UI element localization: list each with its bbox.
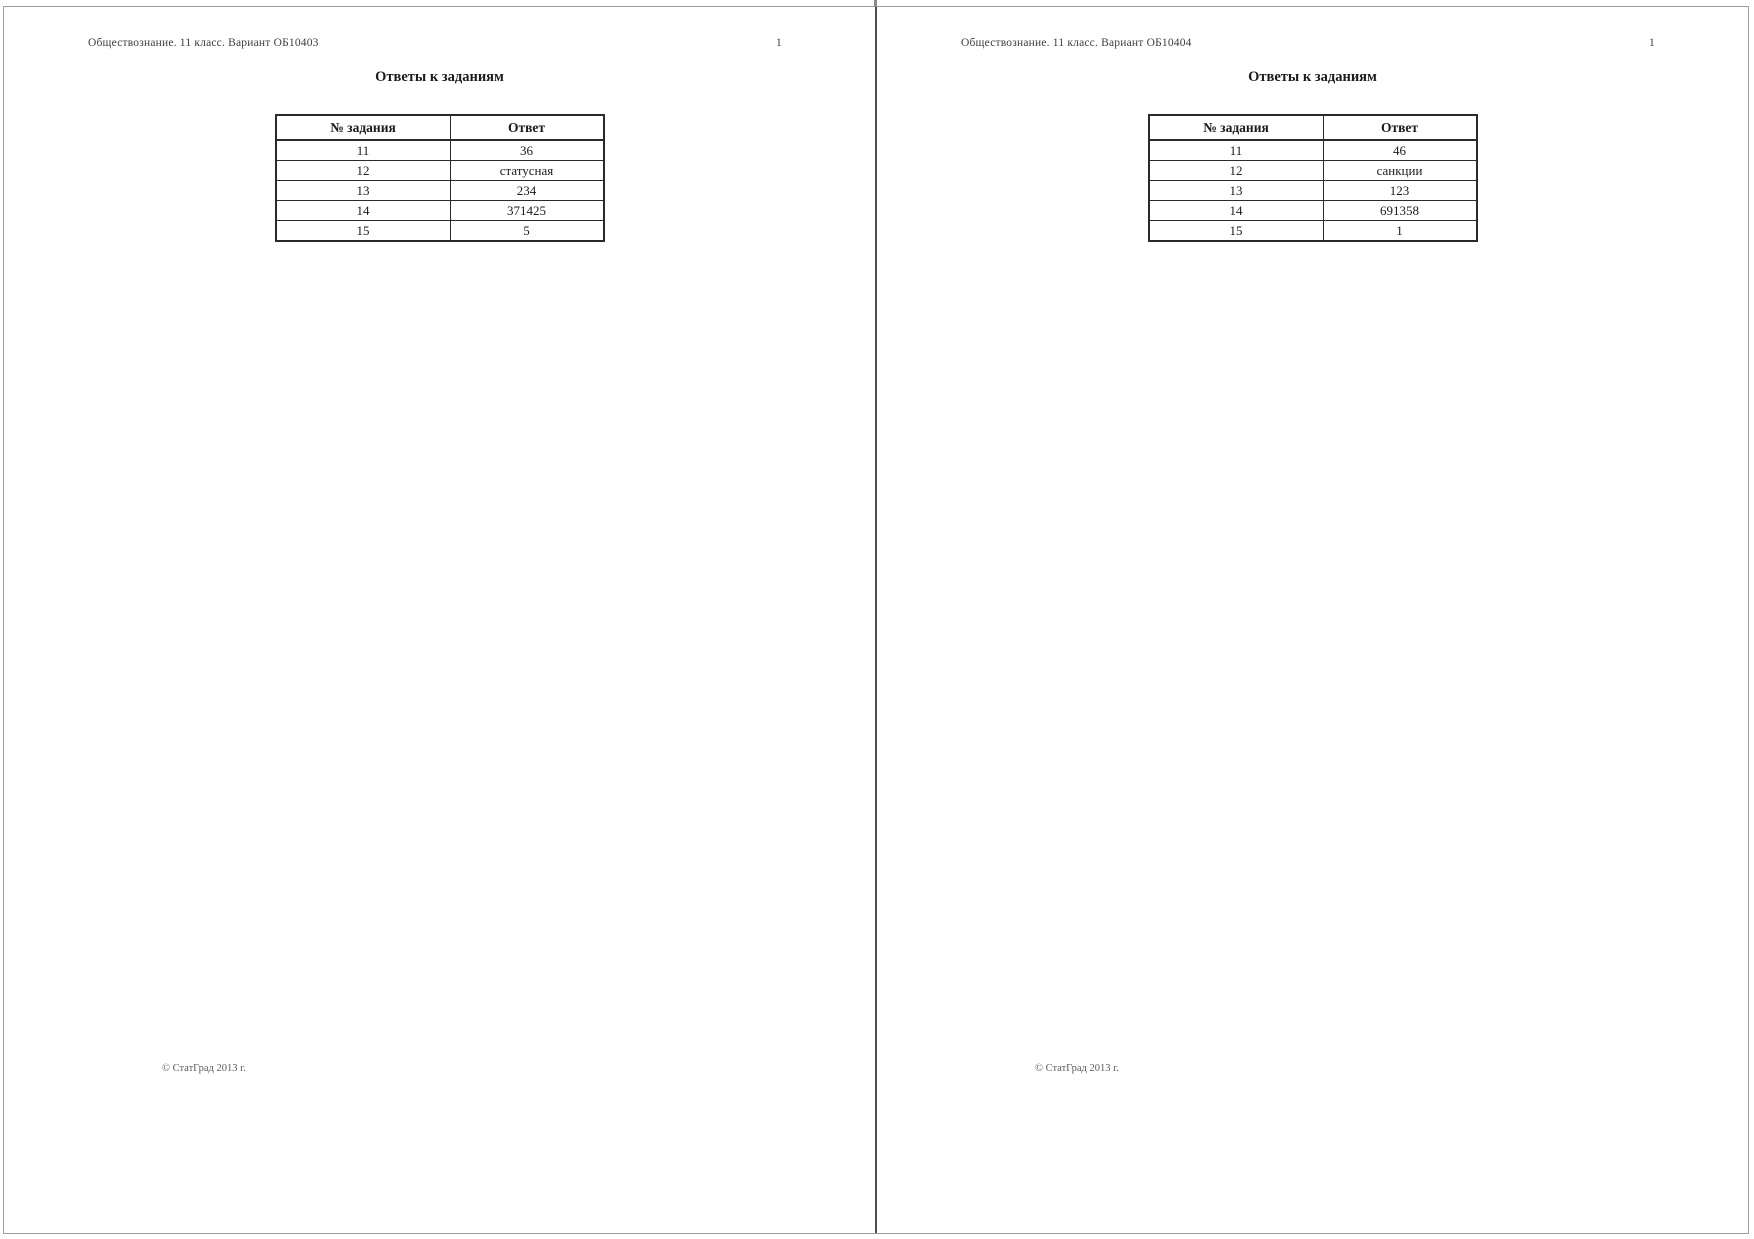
column-header-task-number: № задания	[1149, 115, 1324, 140]
task-number-cell: 11	[1149, 140, 1324, 161]
document-reference: Обществознание. 11 класс. Вариант ОБ10403	[88, 37, 319, 49]
table-row	[276, 201, 604, 221]
answer-cell: 691358	[1323, 201, 1477, 221]
table-row	[1149, 140, 1477, 161]
task-number-cell: 13	[1149, 181, 1324, 201]
table-row	[276, 140, 604, 161]
page-ob10404	[877, 7, 1748, 1233]
answers-title: Ответы к заданиям	[1248, 69, 1377, 85]
column-header-answer: Ответ	[450, 115, 604, 140]
page-number: 1	[1649, 37, 1655, 49]
answer-cell: санкции	[1323, 161, 1477, 181]
page-header	[4, 36, 875, 50]
answers-title: Ответы к заданиям	[375, 69, 504, 85]
table-header-row	[1149, 115, 1477, 140]
two-page-spread	[3, 6, 1749, 1234]
answer-cell: 1	[1323, 221, 1477, 242]
task-number-cell: 15	[276, 221, 451, 242]
task-number-cell: 13	[276, 181, 451, 201]
task-number-cell: 12	[1149, 161, 1324, 181]
page-ob10403	[4, 7, 875, 1233]
copyright-footer: © СтатГрад 2013 г.	[1035, 1063, 1119, 1074]
answer-cell: 371425	[450, 201, 604, 221]
column-header-answer: Ответ	[1323, 115, 1477, 140]
page-number: 1	[776, 37, 782, 49]
document-reference: Обществознание. 11 класс. Вариант ОБ10404	[961, 37, 1192, 49]
table-row	[276, 161, 604, 181]
copyright-footer: © СтатГрад 2013 г.	[162, 1063, 246, 1074]
answer-cell: 234	[450, 181, 604, 201]
table-row	[1149, 161, 1477, 181]
page-divider-notch	[874, 0, 877, 7]
answers-table	[275, 114, 605, 242]
table-row	[1149, 201, 1477, 221]
column-header-task-number: № задания	[276, 115, 451, 140]
task-number-cell: 14	[276, 201, 451, 221]
task-number-cell: 12	[276, 161, 451, 181]
table-header-row	[276, 115, 604, 140]
table-row	[1149, 181, 1477, 201]
table-row	[276, 221, 604, 242]
table-row	[1149, 221, 1477, 242]
answer-cell: 123	[1323, 181, 1477, 201]
task-number-cell: 15	[1149, 221, 1324, 242]
answers-table	[1148, 114, 1478, 242]
answer-cell: 46	[1323, 140, 1477, 161]
answer-cell: 36	[450, 140, 604, 161]
task-number-cell: 11	[276, 140, 451, 161]
answer-cell: 5	[450, 221, 604, 242]
answer-cell: статусная	[450, 161, 604, 181]
page-header	[877, 36, 1748, 50]
task-number-cell: 14	[1149, 201, 1324, 221]
table-row	[276, 181, 604, 201]
